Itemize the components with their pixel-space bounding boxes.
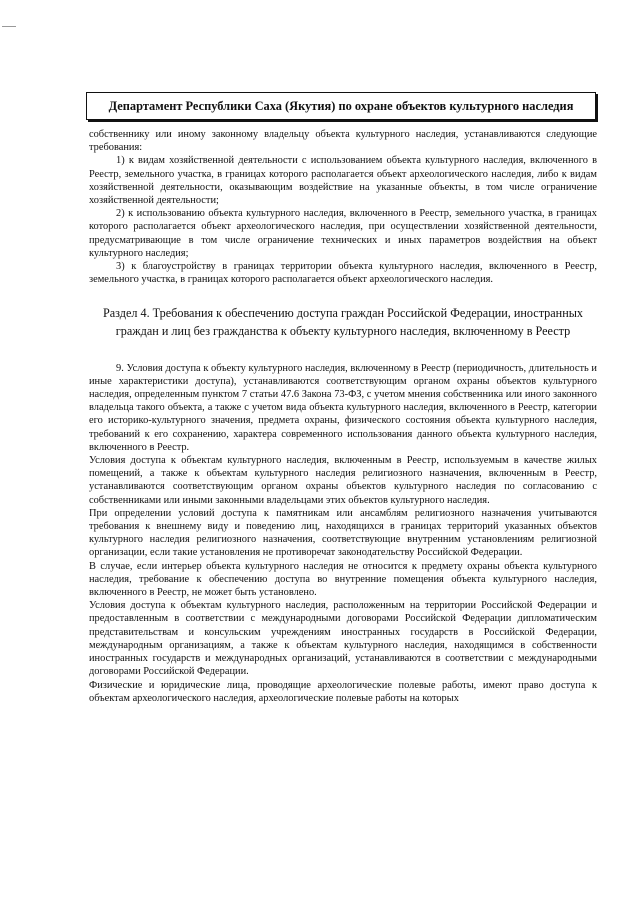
department-header: [86, 92, 596, 120]
paragraph-owner-requirements: собственнику или иному законному владельцу объекта культурного наследия, устанавливаются следующие требования:: [89, 129, 597, 154]
paragraph-item-9: 9. Условия доступа к объекту культурного наследия, включенному в Реестр (периодичность, длительность и иные характеристики доступа), устанавливаются соответствующим органом охраны объектов культурного наследия, определенным пунктом 7 статьи 47.6 Закона 73-ФЗ, с учетом мнения собственника или иного законного владельца такого объекта, а также с учетом вида объекта культурного наследия, включенного в Реестр, категории его историко-культурного значения, предмета охраны, физического состояния объекта культурного наследия, требований к его сохранению, характера современного использования данного объекта культурного наследия, включенного в Реестр.: [89, 362, 597, 453]
department-title: Департамент Республики Саха (Якутия) по охране объектов культурного наследия: [108, 98, 574, 113]
paragraph-archaeological: Физические и юридические лица, проводящие археологические полевые работы, имеют право доступа к объектам археологического наследия, археологические полевые работы на которых: [89, 679, 597, 704]
paragraph-international: Условия доступа к объектам культурного наследия, расположенным на территории Российской Федерации и предоставленным в соответствии с международными договорами Российской Федерации дипломатическим представительствам и консульским учреждениям иностранных государств в Российской Федерации, международным организациям, а также к объектам культурного наследия, находящимся в собственности иностранных государств и международных организаций, устанавливаются в соответствии с международными договорами Российской Федерации.: [89, 600, 597, 678]
paragraph-religious-monuments: При определении условий доступа к памятникам или ансамблям религиозного назначения учитываются требования к внешнему виду и поведению лиц, находящихся в границах территорий указанных объектов культурного наследия религиозного назначения, соответствующие внутренним установлениям религиозной организации, если такие установления не противоречат законодательству Российской Федерации.: [89, 507, 597, 559]
scan-edge-mark: [2, 26, 16, 27]
section-4-title: Раздел 4. Требования к обеспечению доступа граждан Российской Федерации, иностранных граждан и лиц без гражданства к объекту культурного наследия, включенному в Реестр: [102, 306, 584, 339]
requirement-item-3: 3) к благоустройству в границах территории объекта культурного наследия, включенного в Реестр, земельного участка, в границах которого располагается объект археологического наследия.: [89, 261, 597, 286]
document-body: [89, 128, 597, 705]
paragraph-interior: В случае, если интерьер объекта культурного наследия не относится к предмету охраны объекта культурного наследия, требование к обеспечению доступа во внутренние помещения объекта культурного наследия, включенного в Реестр, не может быть установлено.: [89, 560, 597, 599]
requirement-item-2: 2) к использованию объекта культурного наследия, включенного в Реестр, земельного участка, в границах которого располагается объект археологического наследия, при осуществлении хозяйственной деятельности, предусматривающие в том числе ограничение технических и иных параметров воздействия на объект культурного наследия;: [89, 208, 597, 259]
requirement-item-1: 1) к видам хозяйственной деятельности с использованием объекта культурного наследия, включенного в Реестр, земельного участка, в границах которого располагается объект археологического наследия, либо к видам хозяйственной деятельности, оказывающим воздействие на указанные объекты, в том числе ограничение хозяйственной деятельности;: [89, 155, 597, 207]
paragraph-residential-religious: Условия доступа к объектам культурного наследия, включенным в Реестр, используемым в качестве жилых помещений, а также к объектам культурного наследия религиозного назначения, включенным в Реестр, устанавливаются соответствующим органом охраны объектов культурного наследия по согласованию с собственниками или иными законными владельцами этих объектов культурного наследия.: [89, 455, 597, 506]
